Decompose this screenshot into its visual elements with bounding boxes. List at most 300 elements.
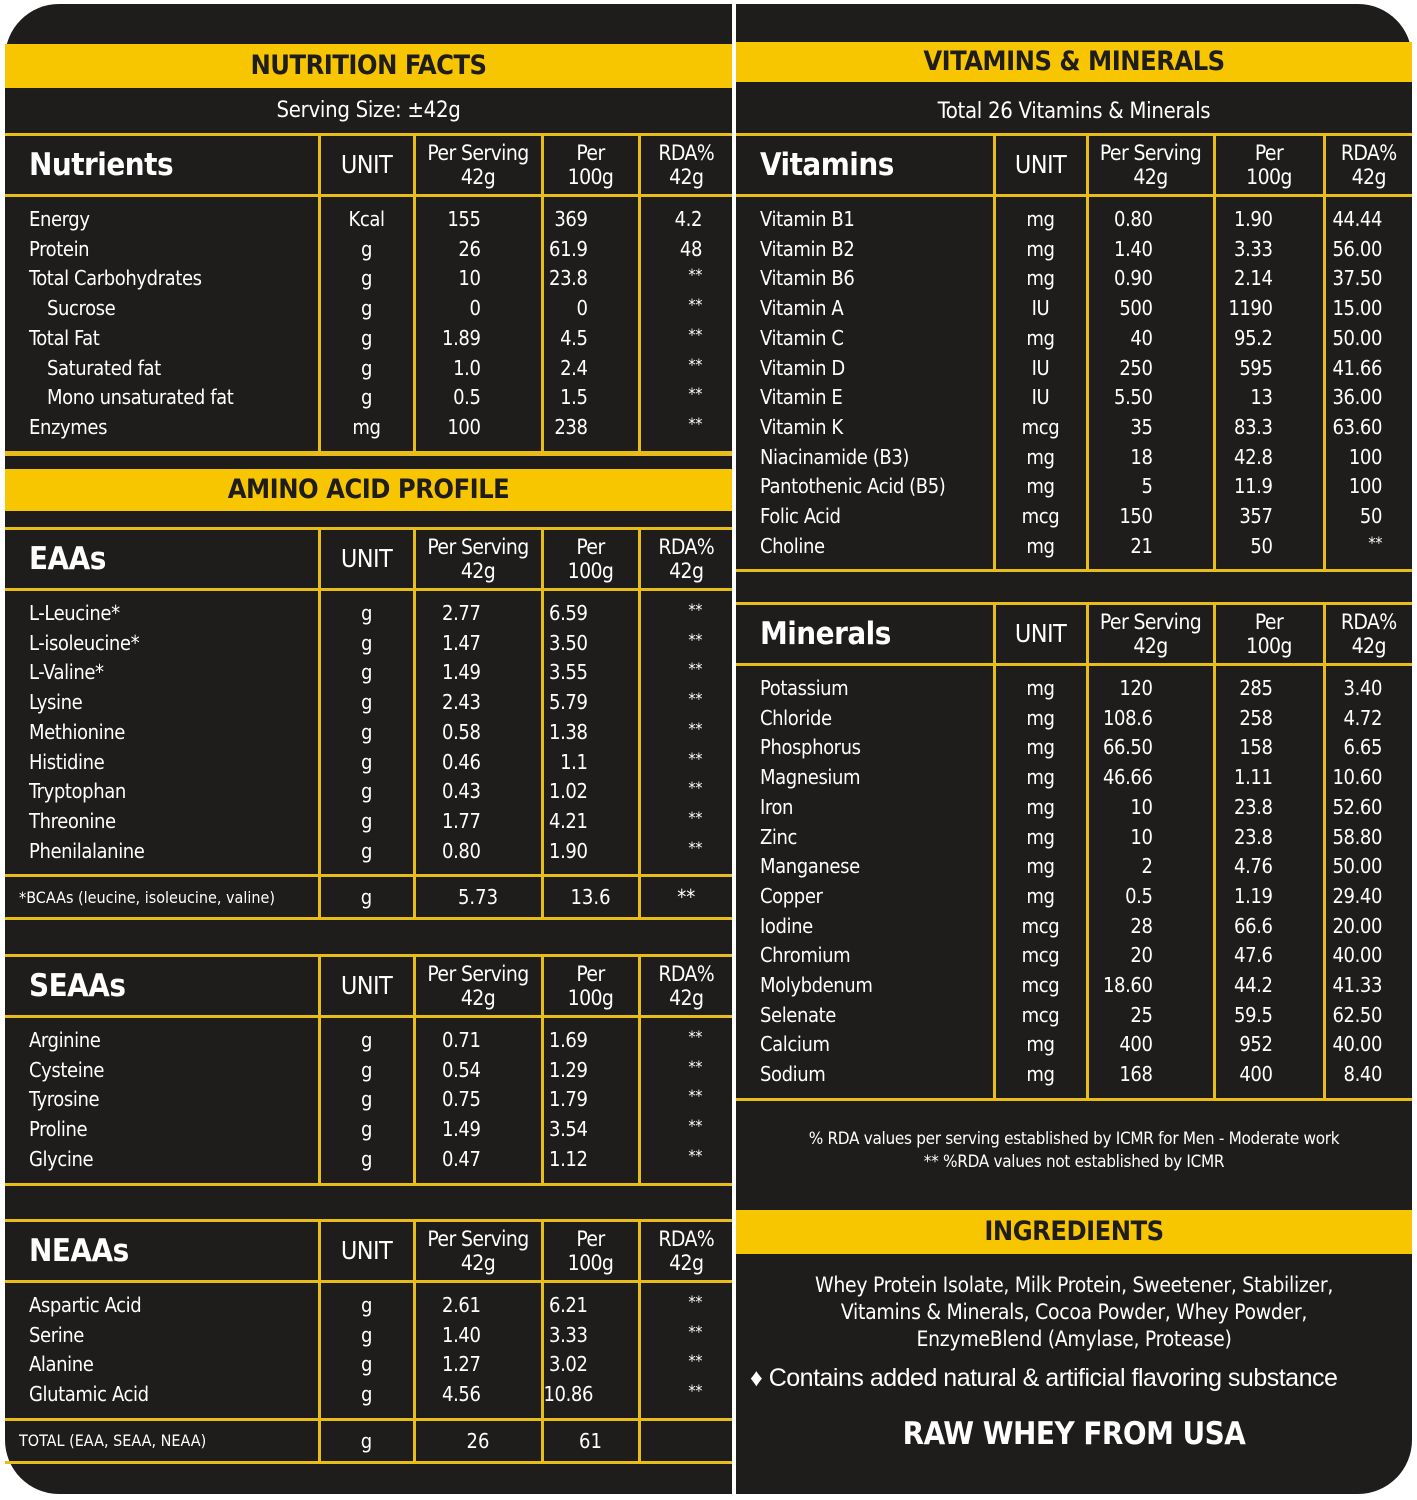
unit-cell: mg [994,532,1087,571]
per-100g-cell: 50 [1214,532,1324,571]
nutrient-name: Chloride [760,705,832,730]
ingredients-line: Vitamins & Minerals, Cocoa Powder, Whey Powder, [840,1300,1308,1324]
nutrient-name: L-Leucine* [29,601,120,625]
per-serving-header-line1: Per Serving [1099,610,1202,634]
rda-cell: 50 [1324,502,1412,532]
nutrient-name: Tyrosine [29,1087,100,1112]
unit-cell: g [319,294,414,324]
rda-cell: 50.00 [1324,324,1412,354]
nutrients-table [5,133,732,454]
table-row [5,235,732,265]
ingredients-line: EnzymeBlend (Amylase, Protease) [916,1327,1232,1351]
table-row [5,1085,732,1115]
per-serving-cell: 10 [1087,823,1214,853]
per-serving-cell: 1.47 [414,629,542,659]
rda-cell: 3.40 [1324,665,1412,704]
vitamins-table [736,133,1412,572]
unit-cell: g [319,688,414,718]
per-100g-cell: 59.5 [1214,1001,1324,1031]
nutrient-name: Vitamin A [760,296,844,321]
unit-cell: mg [994,852,1087,882]
nutrient-name: Sodium [760,1062,826,1087]
per-serving-cell: 1.0 [414,354,542,384]
rda-cell: ** [639,1017,732,1056]
per-serving-header-line1: Per Serving [427,535,529,559]
table-row [5,807,732,837]
per-100g-cell: 10.86 [542,1380,639,1419]
per-serving-cell: 120 [1087,665,1214,704]
nutrient-name: Vitamin B1 [760,207,855,231]
per-100g-header-line2: 100g [1246,165,1292,189]
rda-cell: 50.00 [1324,852,1412,882]
flavor-note-text: Contains added natural & artificial flavoring substance [768,1364,1338,1392]
unit-cell: g [319,235,414,265]
unit-cell: mg [994,1060,1087,1099]
unit-cell: mcg [994,502,1087,532]
nutrient-name: Total Fat [29,325,100,350]
rda-cell: ** [639,837,732,876]
nutrient-name: Methionine [29,719,125,744]
per-100g-cell: 61.9 [542,235,639,265]
right-panel [736,4,1412,1494]
per-serving-cell: 1.27 [414,1350,542,1380]
table-row [5,1115,732,1145]
unit-cell: g [319,1115,414,1145]
nutrient-name: Selenate [760,1002,836,1027]
table-title: SEAAs [5,956,319,1017]
per-serving-cell: 5.50 [1087,383,1214,413]
rda-cell: 36.00 [1324,383,1412,413]
per-serving-cell: 1.40 [414,1321,542,1351]
per-100g-cell: 11.9 [1214,472,1324,502]
nutrient-name: Pantothenic Acid (B5) [760,474,946,499]
per-serving-cell: 18 [1087,443,1214,473]
per-serving-cell: 0.47 [414,1145,542,1184]
per-serving-header [414,1221,542,1282]
table-row [736,443,1412,473]
nutrient-name: Vitamin E [760,385,843,410]
per-serving-header-line1: Per Serving [427,141,529,165]
rda-cell: 15.00 [1324,294,1412,324]
table-row [736,733,1412,763]
serving-size: Serving Size: ±42g [276,98,461,123]
per-100g-cell: 1.11 [1214,763,1324,793]
per-100g-cell: 42.8 [1214,443,1324,473]
per-serving-header [414,529,542,590]
per-serving-cell: 4.56 [414,1380,542,1419]
rda-header-line1: RDA% [658,962,715,986]
per-100g-cell: 3.55 [542,658,639,688]
unit-cell: g [319,658,414,688]
per-serving-cell: 25 [1087,1001,1214,1031]
per-100g-cell: 3.33 [542,1321,639,1351]
unit-cell: mg [994,443,1087,473]
unit-header: UNIT [994,135,1087,196]
nutrient-name: Aspartic Acid [29,1293,142,1317]
ingredients-list [756,1272,1392,1353]
summary-name: *BCAAs (leucine, isoleucine, valine) [5,876,319,919]
per-100g-header [542,1221,639,1282]
table-title: EAAs [5,529,319,590]
rda-cell: 62.50 [1324,1001,1412,1031]
unit-cell: g [319,1321,414,1351]
rda-cell: ** [639,383,732,413]
rda-cell: ** [639,590,732,629]
nutrient-name: L-Valine* [29,660,104,685]
table-row [736,912,1412,942]
per-serving-header [414,135,542,196]
rda-cell: ** [639,629,732,659]
unit-cell: g [319,718,414,748]
unit-cell: mcg [994,941,1087,971]
minerals-table [736,602,1412,1101]
per-100g-header [1214,604,1324,665]
per-100g-cell: 400 [1214,1060,1324,1099]
rda-header [639,529,732,590]
rda-footnotes [736,1128,1412,1174]
per-serving-cell: 1.40 [1087,235,1214,265]
per-100g-cell: 2.4 [542,354,639,384]
rda-header-line1: RDA% [658,141,715,165]
table-title: Minerals [736,604,994,665]
per-100g-cell: 23.8 [542,264,639,294]
per-serving-cell: 1.77 [414,807,542,837]
rda-cell: 58.80 [1324,823,1412,853]
unit-cell: g [319,264,414,294]
table-row [5,718,732,748]
unit-cell: g [319,1085,414,1115]
rda-cell: 4.72 [1324,704,1412,734]
table-row [736,704,1412,734]
per-serving-cell: 66.50 [1087,733,1214,763]
per-100g-cell: 1.12 [542,1145,639,1184]
table-row [736,235,1412,265]
unit-header: UNIT [319,956,414,1017]
table-row [736,413,1412,443]
rda-cell: 52.60 [1324,793,1412,823]
table-row [5,1321,732,1351]
unit-cell: mg [994,882,1087,912]
rda-header-line1: RDA% [1340,141,1397,165]
header-row [5,529,732,590]
table-row [736,383,1412,413]
per-100g-cell: 3.54 [542,1115,639,1145]
per-100g-cell: 1.1 [542,748,639,778]
per-serving-cell: 1.49 [414,658,542,688]
per-serving-cell: 2.43 [414,688,542,718]
per-100g-header-line2: 100g [567,1251,614,1275]
nutrient-name: Glycine [29,1146,94,1171]
nutrient-name: Manganese [760,854,860,879]
diamond-bullet-icon: ♦ [750,1364,763,1392]
rda-cell: ** [639,807,732,837]
unit-cell: g [319,1350,414,1380]
rda-cell: 20.00 [1324,912,1412,942]
rda-cell: ** [639,1085,732,1115]
table-row [736,472,1412,502]
per-serving-cell: 0.5 [1087,882,1214,912]
rda-header [1324,604,1412,665]
per-100g-cell: 44.2 [1214,971,1324,1001]
rda-cell: ** [639,748,732,778]
table-row [736,823,1412,853]
nutrient-name: Threonine [29,808,116,833]
per-100g-cell: 0 [542,294,639,324]
unit-cell: g [319,777,414,807]
per-100g-cell: 4.21 [542,807,639,837]
per-serving-cell: 155 [414,196,542,235]
ingredients-line: Whey Protein Isolate, Milk Protein, Sweetener, Stabilizer, [814,1273,1334,1297]
vitamins-minerals-banner: VITAMINS & MINERALS [736,42,1412,82]
rda-cell: 56.00 [1324,235,1412,265]
unit-cell: mg [994,1030,1087,1060]
rda-cell: 44.44 [1324,196,1412,235]
summary-name: TOTAL (EAA, SEAA, NEAA) [5,1419,319,1462]
table-row [736,971,1412,1001]
unit-cell: mcg [994,413,1087,443]
per-100g-cell: 1.02 [542,777,639,807]
unit-cell: g [319,1056,414,1086]
per-100g-header [1214,135,1324,196]
per-100g-cell: 3.02 [542,1350,639,1380]
per-100g-cell: 2.14 [1214,264,1324,294]
per-100g-cell: 595 [1214,354,1324,384]
per-serving-header-line2: 42g [1133,165,1168,189]
rda-cell: 10.60 [1324,763,1412,793]
per-100g-cell: 1.19 [1214,882,1324,912]
per-100g-cell: 285 [1214,665,1324,704]
nutrient-name: Total Carbohydrates [29,266,202,291]
nutrient-name: Alanine [29,1352,94,1377]
rda-header-line1: RDA% [658,535,715,559]
rda-cell: 63.60 [1324,413,1412,443]
per-100g-cell: 3.50 [542,629,639,659]
unit-header: UNIT [319,529,414,590]
nutrient-name: Lysine [29,690,83,715]
rda-cell: ** [639,1350,732,1380]
per-serving-cell: 46.66 [1087,763,1214,793]
table-row [5,1017,732,1056]
table-bottom-rule [736,571,1412,573]
per-100g-header [542,529,639,590]
per-100g-header-line2: 100g [567,165,614,189]
per-serving-header-line1: Per Serving [1099,141,1202,165]
per-100g-cell: 357 [1214,502,1324,532]
per-serving-cell: 2.77 [414,590,542,629]
rda-cell: ** [639,413,732,452]
per-100g-cell: 13 [1214,383,1324,413]
divider-line [5,453,732,456]
table-row [5,748,732,778]
summary-rda: ** [639,876,732,919]
per-serving-cell: 28 [1087,912,1214,942]
rda-cell: ** [639,718,732,748]
per-100g-cell: 258 [1214,704,1324,734]
per-100g-cell: 1.29 [542,1056,639,1086]
unit-header: UNIT [994,604,1087,665]
rda-header-line2: 42g [1351,634,1386,658]
rda-cell: ** [639,294,732,324]
per-100g-cell: 238 [542,413,639,452]
per-100g-cell: 952 [1214,1030,1324,1060]
summary-row [5,1419,732,1462]
rda-cell: 41.66 [1324,354,1412,384]
table-row [5,1380,732,1419]
unit-cell: mg [994,235,1087,265]
unit-header: UNIT [319,1221,414,1282]
nutrient-name: Cysteine [29,1057,104,1082]
per-100g-header-line1: Per [1254,141,1284,165]
table-row [736,793,1412,823]
rda-cell: 48 [639,235,732,265]
vitamins-minerals-subtitle: Total 26 Vitamins & Minerals [937,99,1211,124]
table-row [5,658,732,688]
rda-cell: ** [639,264,732,294]
unit-cell: mg [994,472,1087,502]
per-100g-cell: 1.5 [542,383,639,413]
table-row [736,882,1412,912]
eaas-table [5,527,732,920]
table-row [5,196,732,235]
per-100g-header-line1: Per [576,962,605,986]
rda-header [1324,135,1412,196]
unit-cell: mg [994,733,1087,763]
summary-per-100g: 61 [542,1419,639,1462]
nutrient-name: Potassium [760,676,849,700]
table-title: Vitamins [736,135,994,196]
rda-cell: 6.65 [1324,733,1412,763]
per-100g-header-line2: 100g [567,986,614,1010]
nutrient-name: Phosphorus [760,735,861,760]
summary-row [5,876,732,919]
table-row [736,1060,1412,1099]
rda-cell: 8.40 [1324,1060,1412,1099]
per-serving-header-line2: 42g [460,559,496,583]
table-row [5,294,732,324]
table-row [736,1001,1412,1031]
rda-cell: ** [639,1321,732,1351]
table-row [5,1282,732,1321]
per-100g-cell: 23.8 [1214,793,1324,823]
rda-header [639,1221,732,1282]
nutrient-name: Vitamin B6 [760,266,855,291]
table-row [736,1030,1412,1060]
per-serving-cell: 5 [1087,472,1214,502]
unit-cell: mcg [994,912,1087,942]
per-serving-cell: 250 [1087,354,1214,384]
nutrient-name: Chromium [760,943,851,968]
per-100g-cell: 1.90 [1214,196,1324,235]
per-100g-cell: 5.79 [542,688,639,718]
unit-cell: mg [994,823,1087,853]
table-bottom-rule [5,1184,732,1186]
rda-header-line2: 42g [669,165,704,189]
rda-cell: ** [639,688,732,718]
table-row [5,1145,732,1184]
unit-cell: g [319,590,414,629]
rda-header-line1: RDA% [658,1227,715,1251]
rda-cell: 29.40 [1324,882,1412,912]
nutrient-name: Magnesium [760,765,861,790]
rda-cell: ** [639,1380,732,1419]
unit-cell: IU [994,383,1087,413]
per-serving-cell: 10 [1087,793,1214,823]
per-serving-cell: 21 [1087,532,1214,571]
rda-footnote-line: ** %RDA values not established by ICMR [923,1152,1225,1172]
per-100g-header-line1: Per [576,535,605,559]
per-serving-cell: 26 [414,235,542,265]
per-100g-cell: 1.69 [542,1017,639,1056]
per-serving-cell: 0.54 [414,1056,542,1086]
per-100g-cell: 23.8 [1214,823,1324,853]
rda-cell: ** [1324,532,1412,571]
per-serving-header-line2: 42g [460,986,496,1010]
nutrient-name: Vitamin D [760,355,845,380]
rda-cell: ** [639,1282,732,1321]
per-100g-cell: 95.2 [1214,324,1324,354]
per-100g-header-line2: 100g [1246,634,1292,658]
nutrient-name: Energy [29,207,90,231]
rda-cell: 41.33 [1324,971,1412,1001]
unit-cell: IU [994,354,1087,384]
rda-footnote-line: % RDA values per serving established by ICMR for Men - Moderate work [808,1129,1340,1149]
per-serving-header-line1: Per Serving [427,962,529,986]
rda-cell: ** [639,354,732,384]
per-100g-header-line2: 100g [567,559,614,583]
nutrient-name: Saturated fat [47,355,161,380]
unit-cell: IU [994,294,1087,324]
table-row [736,196,1412,235]
unit-cell: g [319,1282,414,1321]
per-serving-cell: 108.6 [1087,704,1214,734]
unit-cell: mcg [994,1001,1087,1031]
table-row [5,264,732,294]
nutrient-name: Molybdenum [760,973,873,998]
per-100g-header-line1: Per [1254,610,1284,634]
per-100g-cell: 6.21 [542,1282,639,1321]
table-row [736,665,1412,704]
rda-cell: ** [639,324,732,354]
unit-cell: mg [319,413,414,452]
rda-cell: ** [639,658,732,688]
table-row [736,763,1412,793]
rda-header-line2: 42g [669,559,704,583]
per-serving-cell: 400 [1087,1030,1214,1060]
table-row [736,532,1412,571]
unit-cell: g [319,1145,414,1184]
per-serving-cell: 35 [1087,413,1214,443]
unit-cell: mg [994,704,1087,734]
nutrient-name: Calcium [760,1032,830,1057]
summary-rda [639,1419,732,1462]
per-serving-cell: 2 [1087,852,1214,882]
nutrient-name: Arginine [29,1028,101,1052]
summary-unit: g [319,1419,414,1462]
per-100g-cell: 4.5 [542,324,639,354]
flavor-note [750,1364,1412,1393]
table-row [5,413,732,452]
per-100g-header [542,135,639,196]
rda-cell: 37.50 [1324,264,1412,294]
nutrient-name: Glutamic Acid [29,1382,149,1407]
nutrient-name: Vitamin C [760,325,844,350]
nutrient-name: Iron [760,794,794,819]
unit-header: UNIT [319,135,414,196]
per-serving-header [1087,604,1214,665]
nutrient-name: Copper [760,883,823,908]
unit-cell: g [319,837,414,876]
nutrient-name: Proline [29,1117,88,1142]
